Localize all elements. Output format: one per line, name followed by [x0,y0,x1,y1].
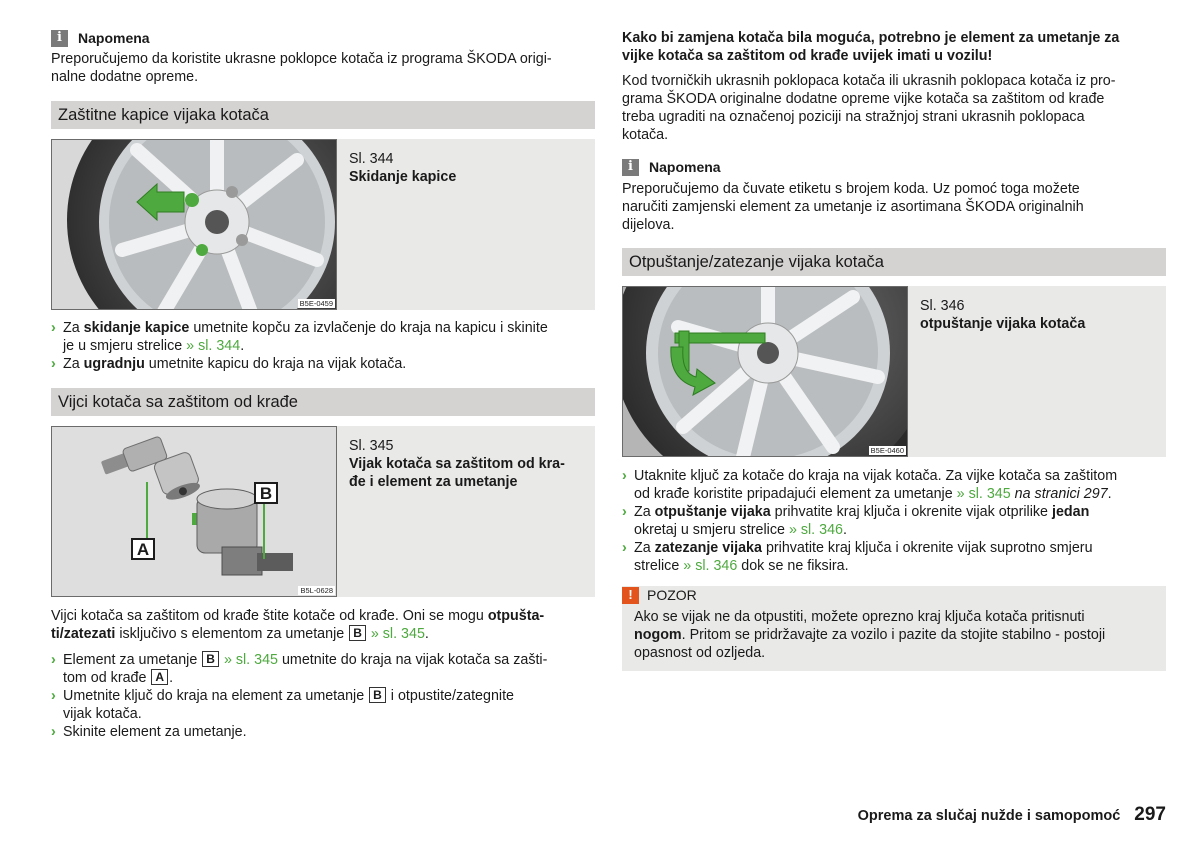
figure-link[interactable]: » sl. 345 [223,652,278,668]
figure-title: Vijak kotača sa zaštitom od kra- [349,456,565,472]
section-heading-caps: Zaštitne kapice vijaka kotača [51,101,595,129]
footer-title: Oprema za slučaj nužde i samopomoć [857,808,1121,824]
figure-code: B5E-0459 [299,299,333,308]
bullet-arrow-icon: › [51,652,56,668]
bullet-arrow-icon: › [622,504,627,520]
wheel-cap-removal-image [51,139,337,310]
figure-caption [349,437,589,491]
label-b: B [259,484,273,503]
figure-title: Skidanje kapice [349,169,457,185]
antitheft-bolt-image [51,426,337,597]
bullet-arrow-icon: › [622,540,627,556]
info-icon: i [51,30,68,47]
figure-code: B5L-0628 [300,586,333,595]
label-b-inline: B [349,625,366,641]
figure-number: Sl. 344 [349,151,394,167]
wheel-bolt-loosening-image [622,286,908,457]
bullet-arrow-icon: › [622,468,627,484]
label-a: A [136,540,150,559]
figure-code: B5E-0460 [870,446,904,455]
info-icon: i [622,159,639,176]
warning-title: POZOR [647,587,697,603]
warning-heading [622,586,697,604]
list-item: › Element za umetanje B » sl. 345 umetnite do kraja na vijak kotača sa zašti- tom od krađe A . [51,652,548,686]
section-heading-bolts: Vijci kotača sa zaštitom od krađe [51,388,595,416]
note-heading [51,29,150,47]
paragraph: Vijci kotača sa zaštitom od krađe štite kotače od krađe. Oni se mogu otpušta- ti/zatezati isključivo s elementom za umetanje B » sl. 345. [51,608,545,642]
label-a-inline: A [151,669,168,685]
important-notice: Kako bi zamjena kotača bila moguća, potrebno je element za umetanje za vijke kotača sa zaštitom od krađe uvijek imati u vozilu! [622,30,1120,64]
list-item: › Za skidanje kapice umetnite kopču za izvlačenje do kraja na kapicu i skinite je u smjeru strelice » sl. 344. [51,320,548,354]
note-title: Napomena [78,30,150,46]
bullet-arrow-icon: › [51,688,56,704]
note-title: Napomena [649,159,721,175]
figure-title: otpuštanje vijaka kotača [920,316,1086,332]
list-item: › Umetnite ključ do kraja na element za umetanje B i otpustite/zategnite vijak kotača. [51,688,514,722]
figure-number: Sl. 345 [349,438,394,454]
figure-link[interactable]: » sl. 345 [370,626,425,642]
figure-caption [920,297,1160,333]
paragraph: Kod tvorničkih ukrasnih poklopaca kotača ili ukrasnih poklopaca kotača iz pro- grama ŠKODA originalne dodatne opreme vijke kotača sa zaštitom od krađe treba ugraditi na označenoj poziciji na stražnjoj strani ukrasnih poklopaca kotača. [622,73,1116,143]
page-footer [858,806,1166,825]
figure-number: Sl. 346 [920,298,965,314]
note-text: Preporučujemo da čuvate etiketu s brojem koda. Uz pomoć toga možete naručiti zamjenski element za umetanje iz asortimana ŠKODA originalnih dijelova. [622,181,1084,233]
list-item: › Za zatezanje vijaka prihvatite kraj ključa i okrenite vijak suprotno smjeru strelice » sl. 346 dok se ne fiksira. [622,540,1093,574]
bullet-arrow-icon: › [51,356,56,372]
warning-text: Ako se vijak ne da otpustiti, možete oprezno kraj ključa kotača pritisnuti nogom. Pritom se pridržavajte za vozilo i pazite da stojite stabilno - postoji opasnost od ozljeda. [634,609,1106,661]
figure-link[interactable]: » sl. 346 [683,558,738,574]
figure-link[interactable]: » sl. 346 [788,522,843,538]
bullet-arrow-icon: › [51,320,56,336]
list-item: › Za otpuštanje vijaka prihvatite kraj ključa i okrenite vijak otprilike jedan okretaj u smjeru strelice » sl. 346. [622,504,1090,538]
figure-link[interactable]: » sl. 345 [956,486,1011,502]
note-text: Preporučujemo da koristite ukrasne poklopce kotača iz programa ŠKODA origi- nalne dodatne opreme. [51,51,552,85]
list-item: › Skinite element za umetanje. [51,724,247,740]
figure-title: đe i element za umetanje [349,474,518,490]
figure-link[interactable]: » sl. 344 [186,338,241,354]
bullet-arrow-icon: › [51,724,56,740]
page-number: 297 [1134,804,1166,825]
figure-346 [622,286,1166,457]
label-b-inline: B [202,651,219,667]
section-heading-loosening: Otpuštanje/zatezanje vijaka kotača [622,248,1166,276]
note-heading [622,158,721,176]
list-item: › Za ugradnju umetnite kapicu do kraja na vijak kotača. [51,356,407,372]
warning-icon: ! [622,587,639,604]
warning-box [622,586,1166,671]
label-b-inline: B [369,687,386,703]
list-item: › Utaknite ključ za kotače do kraja na vijak kotača. Za vijke kotača sa zaštitom od krađe koristite pripadajući element za umetanje » sl. 345 na stranici 297. [622,468,1118,502]
figure-344 [51,139,595,310]
figure-caption [349,150,589,186]
figure-345 [51,426,595,597]
